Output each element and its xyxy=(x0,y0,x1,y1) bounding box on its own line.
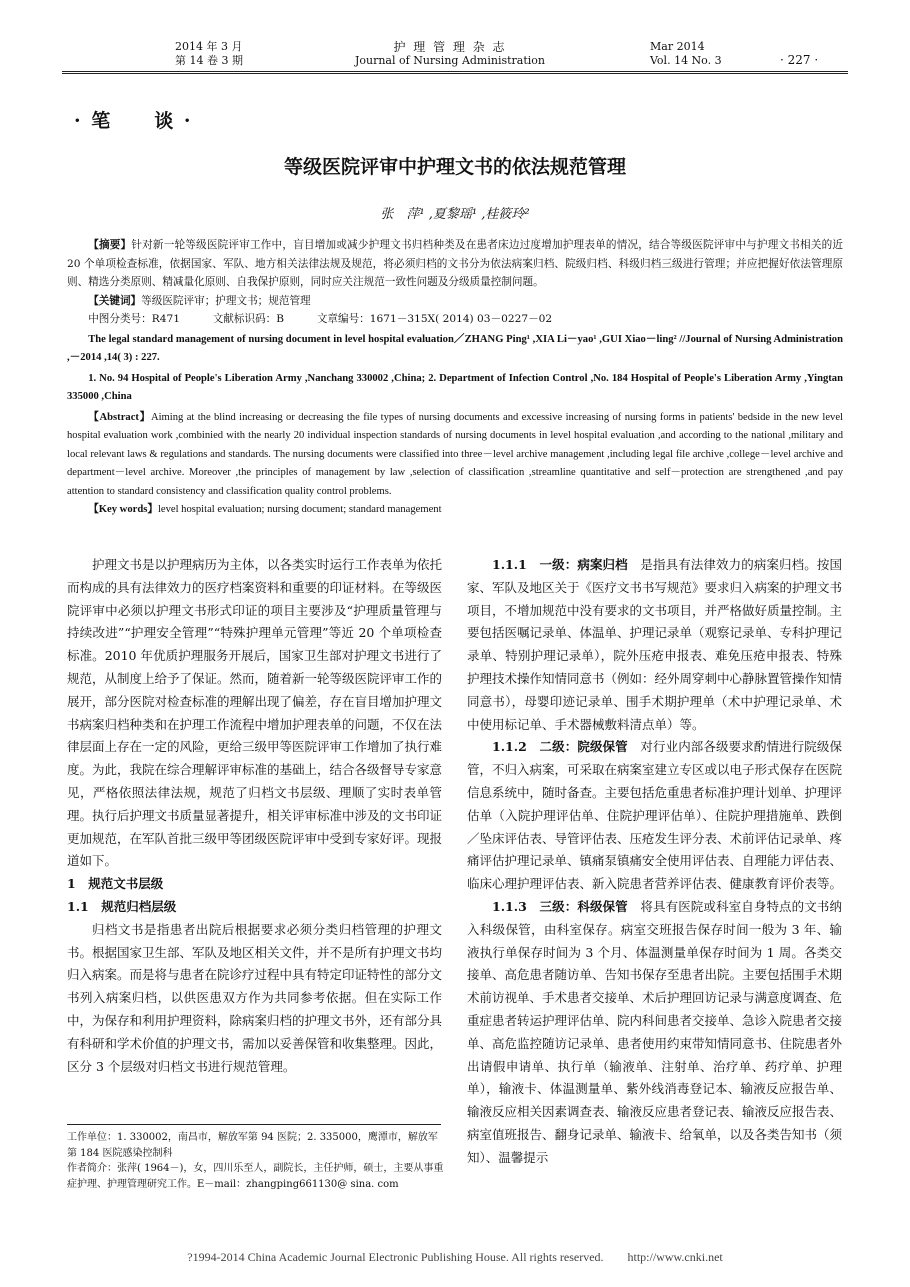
journal-name-en: Journal of Nursing Administration xyxy=(354,54,546,67)
header-issue-month: Mar 2014 xyxy=(650,40,705,53)
doc-label: 文献标识码： xyxy=(212,313,277,325)
footnote-affiliation-label: 工作单位： xyxy=(67,1132,117,1143)
article-title: 等级医院评审中护理文书的依法规范管理 xyxy=(283,156,626,178)
article-value: 1671－315X( 2014) 03－0227－02 xyxy=(369,313,553,325)
header-rule-double xyxy=(62,73,848,74)
keywords-cn-text: 等级医院评审；护理文书；规范管理 xyxy=(141,294,311,307)
doc-value: B xyxy=(276,313,285,325)
section-1-1-2-text: 对行业内部各级要求酌情进行院级保管，不归入病案，可采取在病案室建立专区或以电子形式保存在医院信息系统中，随时备查。主要包括危重患者标准护理计划单、护理评估单（入院护理评估单、住院护理评估单）、住院护理措施单、跌倒／坠床评估表、导管评估表、压疮发生评分表、术前评估记录单、疼痛评估护理记录单、镇痛泵镇痛安全使用评估表、自理能力评估表、临床心理护理评估表、新入院患者营养评估表、健康教育评价表等。 xyxy=(467,739,843,892)
keywords-en xyxy=(67,501,843,520)
section-tag: · 笔 谈 · xyxy=(74,110,193,132)
section-1-1-2 xyxy=(467,736,842,896)
abstract-cn xyxy=(67,236,843,292)
header-issue xyxy=(650,40,722,68)
abstract-cn-label: 【摘要】 xyxy=(88,239,132,251)
heading-1: 1 规范文书层级 xyxy=(67,876,164,892)
copyright-line: ?1994-2014 China Academic Journal Electronic Publishing House. All rights reserved. http://www.cnki.net xyxy=(187,1250,723,1264)
right-column xyxy=(467,554,842,1170)
intro-paragraph: 护理文书是以护理病历为主体，以各类实时运行工作表单为依托而构成的具有法律效力的医疗档案资料和重要的印证材料。在等级医院评审中必须以护理文书形式印证的项目主要涉及“护理质量管理与持续改进”“护理安全管理”“特殊护理单元管理”等近 20 个单项检查标准。2010 年优质护理服务开展后，国家卫生部对护理文书进行了规范，从制度上给予了保证。然而，随着新一轮等级医院评审工作的展开，部分医院对检查标准的理解出现了偏差，存在盲目增加护理文书病案归档种类和在护理工作流程中增加护理表单的问题，不仅在法律层面上存在一定的风险，更给三级甲等医院评审工作增加了执行难度。为此，我院在综合理解评审标准的基础上，结合各级督导专家意见，严格依照法律法规，规范了归档文书层级、理顺了实时表单管理。执行后护理文书质量显著提升，相关评审标准中涉及的文书印证更加规范，在军队首批三级甲等团级医院评审中受到专家好评。现报道如下。 xyxy=(67,557,443,869)
footnote xyxy=(67,1130,447,1192)
abstract-en-text: Aiming at the blind increasing or decreasing the file types of nursing documents and excessive increasing of nursing forms in patients' bedside in the new level hospital evaluation work ,combinied with the nearly 20 individual inspection standards of nursing documents in level hospital evaluation ,and according to the national ,military and local relevant laws & regulations and standards. The nursing documents were classified into three－level archive management ,including legal file archive ,college－level archive and department－level archive. Moreover ,the principles of management by law ,selection of classification ,streamline quantitative and self－protection are strengthened ,and pay attention to standard consistency and classification quality control problems. xyxy=(67,411,843,497)
keywords-cn-label: 【关键词】 xyxy=(88,294,142,307)
section-1-1-3-text: 将具有医院或科室自身特点的文书纳入科级保管，由科室保存。病室交班报告保存时间一般为 3 年、输液执行单保存时间为 3 个月、体温测量单保存时间为 1 周。各类交接单、高危患者随访单、告知书保存至患者出院。主要包括围手术期术前访视单、手术患者交接单、术后护理回访记录与满意度调查、危重症患者转运护理评估单、院内科间患者交接单、急诊入院患者交接单、高危监控随访记录单、患者使用约束带知情同意书、住院患者外出请假申请单、执行单（输液单、注射单、治疗单、药疗单、护理单），输液卡、体温测量单、紫外线消毒登记本、输液反应报告单、输液反应相关因素调查表、输液反应患者登记表、输液反应报告表、病室值班报告、翻身记录单、输液卡、给氧单，以及各类告知书（须知）、温馨提示 xyxy=(467,898,843,1165)
classification-line xyxy=(67,310,843,329)
keywords-cn xyxy=(67,292,843,311)
paragraph-1-1: 归档文书是指患者出院后根据要求必须分类归档管理的护理文书。根据国家卫生部、军队及地区相关文件，并不是所有护理文书均归入病案。而是将与患者在院诊疗过程中具有特定印证特性的部分文书列入病案归档，以供医患双方作为共同参考依据。但在实际工作中，为保存和利用护理资料，除病案归档的护理文书外，还有部分具有科研和学术价值的护理文书，需加以妥善保管和收集整理。因此，区分 3 个层级对归档文书进行规范管理。 xyxy=(67,921,443,1074)
header-rule xyxy=(62,71,848,72)
journal-name xyxy=(330,40,570,68)
abstract-cn-text: 针对新一轮等级医院评审工作中，盲目增加或减少护理文书归档种类及在患者床边过度增加护理表单的情况，结合等级医院评审中与护理文书相关的近 20 个单项检查标准，依据国家、军队、地方相关法律法规及规范，将必须归档的文书分为依法病案归档、院级归档、科级归档三级进行管理；并应把握好依法管理原则、精选分类原则、精减量化原则、自我保护原则，同时应关注规范一致性问题及分级质量控制问题。 xyxy=(67,239,844,288)
section-1-1-1-heading: 1.1.1 一级：病案归档 xyxy=(492,557,628,572)
heading-1-1: 1.1 规范归档层级 xyxy=(67,898,177,914)
section-1-1-3 xyxy=(467,896,842,1170)
section-1-1-1-text: 是指具有法律效力的病案归档。按国家、军队及地区关于《医疗文书书写规范》要求归入病案的护理文书项目，不增加规范中没有要求的文书项目，并严格做好质量控制。主要包括医嘱记录单、体温单、护理记录单（观察记录单、专科护理记录单、特别护理记录单），院外压疮申报表、难免压疮申报表、特殊护理技术操作知情同意书（例如：经外周穿刺中心静脉置管操作知情同意书），母婴印迹记录单、围手术期护理单（术中护理记录单、术中使用标记单、手术器械敷料清点单）等。 xyxy=(467,557,843,732)
keywords-en-text: level hospital evaluation; nursing document; standard management xyxy=(157,504,442,515)
section-1-1-3-heading: 1.1.3 三级：科级保管 xyxy=(492,898,628,914)
left-column xyxy=(67,554,442,1078)
abstract-en xyxy=(67,409,843,502)
page-number: · 227 · xyxy=(780,53,819,67)
footnote-author-text: 张萍( 1964－)，女，四川乐至人，副院长，主任护师，硕士，主要从事重症护理、护理管理研究工作。E－mail：zhangping661130@ sina. com xyxy=(67,1163,444,1190)
english-title: The legal standard management of nursing document in level hospital evaluation／ZHANG Ping¹ ,XIA Li－yao¹ ,GUI Xiao－ling² //Journal of Nursing Administration ,－2014 ,14( 3) : 227. xyxy=(67,333,843,363)
header-issue-volume: Vol. 14 No. 3 xyxy=(650,54,722,67)
english-affiliations: 1. No. 94 Hospital of People's Liberation Army ,Nanchang 330002 ,China; 2. Department of Infection Control ,No. 184 Hospital of People's Liberation Army ,Yingtan 335000 ,China xyxy=(67,372,843,402)
footnote-rule xyxy=(67,1124,441,1125)
abstract-en-label: 【Abstract】 xyxy=(88,411,151,423)
header-volume-line: 第 14 卷 3 期 xyxy=(175,54,243,67)
footnote-author xyxy=(67,1161,447,1192)
header-date-line1: 2014 年 3 月 xyxy=(175,40,243,53)
footnote-author-label: 作者简介： xyxy=(67,1163,117,1174)
footnote-affiliation-text: 1. 330002，南昌市，解放军第 94 医院；2. 335000，鹰潭市，解放军第 184 医院感染控制科 xyxy=(67,1132,438,1159)
section-1-1-1 xyxy=(467,554,842,736)
article-label: 文章编号： xyxy=(316,313,370,325)
keywords-en-label: 【Key words】 xyxy=(88,504,158,515)
section-1-1-2-heading: 1.1.2 二级：院级保管 xyxy=(492,739,628,755)
header-date xyxy=(175,40,243,68)
footnote-affiliation xyxy=(67,1130,447,1161)
article-authors: 张 萍¹ ,夏黎瑶¹ ,桂筱玲² xyxy=(380,207,530,222)
abstract-block xyxy=(67,236,843,520)
journal-name-cn: 护 理 管 理 杂 志 xyxy=(393,40,507,54)
clc-value: R471 xyxy=(151,313,180,325)
clc-label: 中图分类号： xyxy=(88,313,152,325)
